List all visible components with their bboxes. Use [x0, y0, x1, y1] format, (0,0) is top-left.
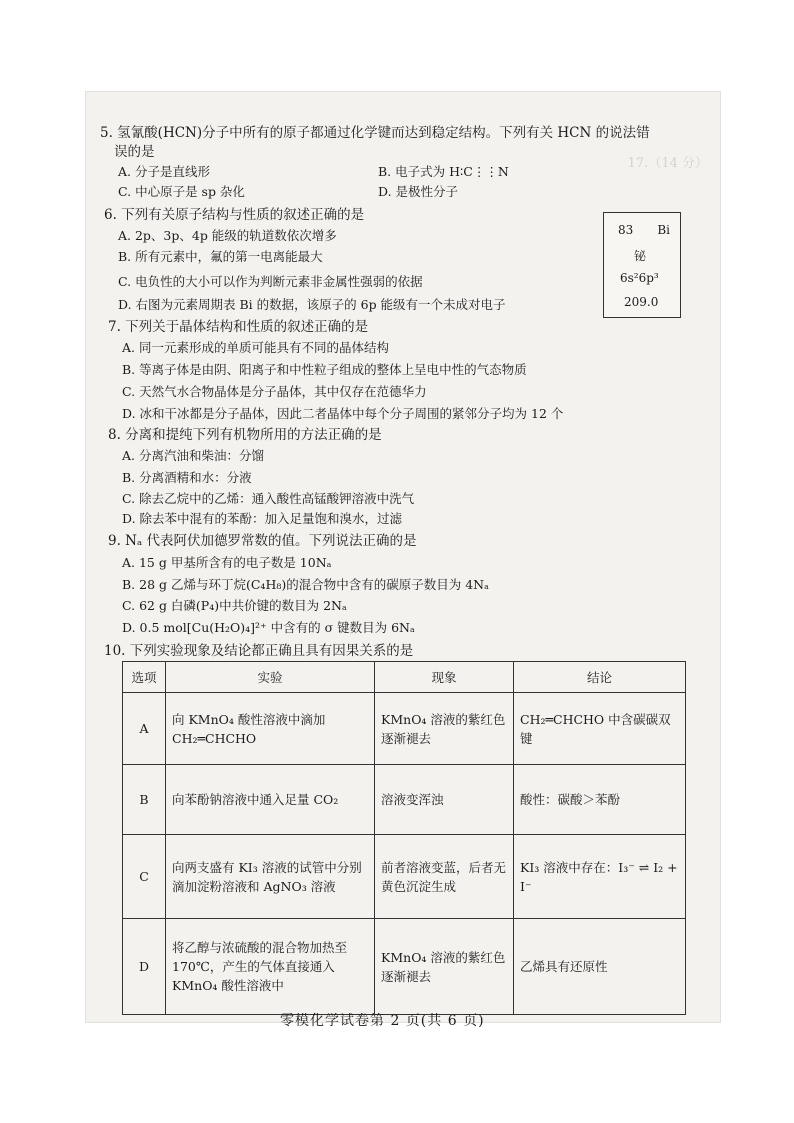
q7-option-b: B. 等离子体是由阴、阳离子和中性粒子组成的整体上呈电中性的气态物质 [122, 362, 527, 377]
row-conclusion: 酸性：碳酸＞苯酚 [514, 765, 686, 835]
header-phenomenon: 现象 [375, 662, 514, 693]
q5-option-b: B. 电子式为 H∶C⋮⋮N [378, 164, 509, 179]
row-experiment: 向 KMnO₄ 酸性溶液中滴加 CH₂═CHCHO [166, 693, 375, 765]
row-conclusion: 乙烯具有还原性 [514, 919, 686, 1015]
row-phenomenon: KMnO₄ 溶液的紫红色逐渐褪去 [375, 693, 514, 765]
page-footer: 零模化学试卷第 2 页(共 6 页) [280, 1013, 485, 1029]
q9-option-d: D. 0.5 mol[Cu(H₂O)₄]²⁺ 中含有的 σ 键数目为 6Nₐ [122, 620, 415, 635]
q9-stem: 9. Nₐ 代表阿伏加德罗常数的值。下列说法正确的是 [108, 533, 417, 549]
q6-option-c: C. 电负性的大小可以作为判断元素非金属性强弱的依据 [118, 274, 423, 289]
header-option: 选项 [123, 662, 166, 693]
q10-stem: 10. 下列实验现象及结论都正确且具有因果关系的是 [104, 643, 414, 659]
row-experiment: 将乙醇与浓硫酸的混合物加热至 170℃，产生的气体直接通入 KMnO₄ 酸性溶液中 [166, 919, 375, 1015]
q5-stem-line2: 误的是 [114, 144, 155, 160]
row-experiment: 向苯酚钠溶液中通入足量 CO₂ [166, 765, 375, 835]
bi-atomic-number: 83 [618, 223, 634, 237]
row-phenomenon: 溶液变浑浊 [375, 765, 514, 835]
q7-stem: 7. 下列关于晶体结构和性质的叙述正确的是 [108, 319, 369, 335]
q6-option-d: D. 右图为元素周期表 Bi 的数据，该原子的 6p 能级有一个未成对电子 [118, 297, 506, 312]
q5-option-a: A. 分子是直线形 [118, 164, 210, 179]
q5-option-d: D. 是极性分子 [378, 184, 459, 199]
q5-option-c: C. 中心原子是 sp 杂化 [118, 184, 245, 199]
row-option: A [123, 693, 166, 765]
row-experiment: 向两支盛有 KI₃ 溶液的试管中分别滴加淀粉溶液和 AgNO₃ 溶液 [166, 835, 375, 919]
q6-option-a: A. 2p、3p、4p 能级的轨道数依次增多 [118, 228, 337, 243]
q7-option-a: A. 同一元素形成的单质可能具有不同的晶体结构 [122, 340, 389, 355]
q7-option-c: C. 天然气水合物晶体是分子晶体，其中仅存在范德华力 [122, 384, 427, 399]
q6-option-b: B. 所有元素中，氟的第一电离能最大 [118, 249, 323, 264]
q9-option-b: B. 28 g 乙烯与环丁烷(C₄H₈)的混合物中含有的碳原子数目为 4Nₐ [122, 577, 489, 592]
bi-name: 铋 [634, 249, 647, 263]
q8-option-c: C. 除去乙烷中的乙烯：通入酸性高锰酸钾溶液中洗气 [122, 491, 415, 506]
q8-stem: 8. 分离和提纯下列有机物所用的方法正确的是 [108, 427, 382, 443]
row-conclusion: KI₃ 溶液中存在：I₃⁻ ⇌ I₂ + I⁻ [514, 835, 686, 919]
q9-option-a: A. 15 g 甲基所含有的电子数是 10Nₐ [122, 555, 332, 570]
bi-symbol: Bi [657, 223, 670, 237]
q9-option-c: C. 62 g 白磷(P₄)中共价键的数目为 2Nₐ [122, 598, 347, 613]
table-header-row [123, 662, 686, 693]
q7-option-d: D. 冰和干冰都是分子晶体，因此二者晶体中每个分子周围的紧邻分子均为 12 个 [122, 406, 564, 421]
header-experiment: 实验 [166, 662, 375, 693]
row-conclusion: CH₂═CHCHO 中含碳碳双键 [514, 693, 686, 765]
q8-option-d: D. 除去苯中混有的苯酚：加入足量饱和溴水，过滤 [122, 511, 403, 526]
q10-experiment-table [122, 661, 686, 1015]
table-row [123, 835, 686, 919]
q6-stem: 6. 下列有关原子结构与性质的叙述正确的是 [104, 207, 365, 223]
table-row [123, 693, 686, 765]
bi-electron-config: 6s²6p³ [620, 271, 659, 285]
q8-option-b: B. 分离酒精和水：分液 [122, 470, 252, 485]
bismuth-element-card [603, 212, 681, 318]
bleed-through-text: 17.（14 分） [627, 156, 708, 171]
row-option: C [123, 835, 166, 919]
row-phenomenon: 前者溶液变蓝，后者无黄色沉淀生成 [375, 835, 514, 919]
row-option: D [123, 919, 166, 1015]
q5-stem-line1: 5. 氢氰酸(HCN)分子中所有的原子都通过化学键而达到稳定结构。下列有关 HCN 的说法错 [100, 125, 650, 141]
row-phenomenon: KMnO₄ 溶液的紫红色逐渐褪去 [375, 919, 514, 1015]
bi-atomic-mass: 209.0 [624, 295, 659, 309]
table-row [123, 765, 686, 835]
row-option: B [123, 765, 166, 835]
header-conclusion: 结论 [514, 662, 686, 693]
table-row [123, 919, 686, 1015]
q8-option-a: A. 分离汽油和柴油：分馏 [122, 448, 264, 463]
